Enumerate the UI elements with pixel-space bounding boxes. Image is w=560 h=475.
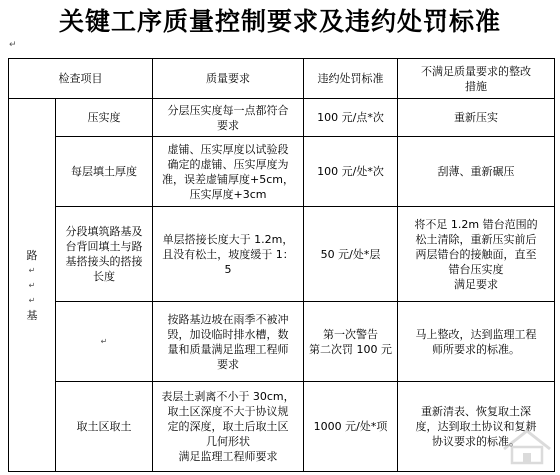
- header-check-item: 检查项目: [9, 59, 153, 99]
- cell-line: 5: [224, 262, 232, 276]
- cell-requirement: [153, 99, 304, 137]
- quality-table: [8, 58, 555, 472]
- cell-line: 要求: [217, 357, 239, 371]
- cell-rectification: [398, 137, 555, 207]
- cell-line: 满足要求: [454, 277, 498, 291]
- cell-requirement: [153, 207, 304, 302]
- cell-line: 重新清表、恢复取土深: [421, 405, 531, 418]
- cell-line: 分层压实度每一点都符合: [167, 103, 289, 117]
- table-row: [9, 137, 555, 207]
- house-logo-watermark-icon: [500, 427, 554, 467]
- paragraph-mark: ↵: [28, 265, 36, 275]
- cell-line: 量和质量满足监理工程师: [167, 342, 289, 356]
- cell-penalty: [304, 99, 398, 137]
- cell-line: 100 元/处*次: [317, 165, 384, 178]
- cell-line: 每层填土厚度: [71, 165, 137, 178]
- header-penalty-standard: 违约处罚标准: [304, 59, 398, 99]
- paragraph-mark: ↵: [9, 40, 17, 50]
- header-quality-requirement: 质量要求: [153, 59, 304, 99]
- header-row: [9, 59, 555, 99]
- header-rectification-line: 措施: [465, 79, 487, 93]
- cell-line: 确定的虚铺、压实厚度为: [167, 157, 289, 171]
- cell-line: 要求: [217, 118, 239, 132]
- cell-line: 基搭接头的搭接: [65, 255, 143, 268]
- cell-line: 协议要求的标准。: [432, 435, 520, 448]
- cell-line: 满足监理工程师要求: [178, 450, 278, 463]
- cell-item: [56, 302, 153, 382]
- paragraph-mark: ↵: [28, 295, 36, 305]
- paragraph-mark: ↵: [28, 280, 36, 290]
- cell-line: 两层错台的接触面，直至: [415, 247, 537, 261]
- cell-line: 虚铺、压实厚度以试验段: [167, 142, 289, 156]
- cell-line: 师所要求的标准。: [432, 342, 520, 356]
- cell-item: [56, 99, 153, 137]
- table-row: [9, 382, 555, 472]
- cell-line: 1000 元/处*项: [313, 420, 388, 433]
- header-rectification: [398, 59, 555, 99]
- cell-line: 取土区取土: [76, 420, 132, 433]
- cell-item: [56, 382, 153, 472]
- cell-line: 松土清除，重新压实前后: [415, 232, 537, 246]
- cell-penalty: [304, 207, 398, 302]
- cell-line: 定的深度，取土后取土区: [167, 420, 289, 433]
- cell-line: 第一次警告: [323, 327, 378, 341]
- cell-line: 100 元/点*次: [317, 111, 384, 124]
- table-row: [9, 207, 555, 302]
- cell-penalty: [304, 137, 398, 207]
- cell-requirement: [153, 137, 304, 207]
- category-roadbed: [9, 99, 56, 472]
- table-row: [9, 302, 555, 382]
- cell-line: 长度: [93, 270, 115, 283]
- cell-line: 表层土剥离不小于 30cm，: [161, 390, 295, 403]
- cell-line: 错台压实度: [448, 262, 504, 276]
- table-row: [9, 99, 555, 137]
- cell-item: [56, 137, 153, 207]
- cell-line: 第二次罚 100 元: [309, 342, 392, 356]
- cell-penalty: [304, 302, 398, 382]
- document-title: 关键工序质量控制要求及违约处罚标准: [58, 7, 501, 36]
- cell-line: 按路基边坡在雨季不被冲: [167, 312, 289, 326]
- cell-line: 单层搭接长度大于 1.2m，: [162, 232, 294, 246]
- cell-penalty: [304, 382, 398, 472]
- cell-line: 压实度: [87, 111, 121, 124]
- cell-rectification: [398, 302, 555, 382]
- cell-line: 准，误差虚铺厚度+5cm，: [162, 172, 294, 186]
- cell-line: 几何形状: [206, 435, 250, 448]
- cell-line: 毁，加设临时排水槽，数: [167, 327, 289, 341]
- cell-line: 且没有松土，坡度缓于 1：: [162, 247, 294, 261]
- cell-rectification: [398, 207, 555, 302]
- cell-item: [56, 207, 153, 302]
- cell-line: 将不足 1.2m 错台范围的: [414, 217, 538, 231]
- cell-line: 分段填筑路基及: [65, 225, 143, 238]
- category-char: 路: [26, 248, 38, 262]
- cell-line: 重新压实: [454, 111, 498, 124]
- category-char: 基: [26, 308, 38, 322]
- cell-requirement: [153, 302, 304, 382]
- cell-line: 取土区深度不大于协议规: [167, 405, 289, 418]
- paragraph-mark: ↵: [100, 337, 108, 346]
- cell-requirement: [153, 382, 304, 472]
- cell-line: 50 元/处*层: [320, 247, 381, 261]
- cell-rectification: [398, 99, 555, 137]
- cell-line: 压实厚度+3cm: [189, 187, 267, 201]
- header-rectification-line: 不满足质量要求的整改: [421, 64, 531, 78]
- cell-line: 度，达到取土协议和复耕: [415, 420, 537, 433]
- cell-line: 台背回填土与路: [65, 240, 143, 253]
- cell-line: 马上整改，达到监理工程: [415, 327, 537, 341]
- cell-line: 刮薄、重新碾压: [437, 165, 515, 178]
